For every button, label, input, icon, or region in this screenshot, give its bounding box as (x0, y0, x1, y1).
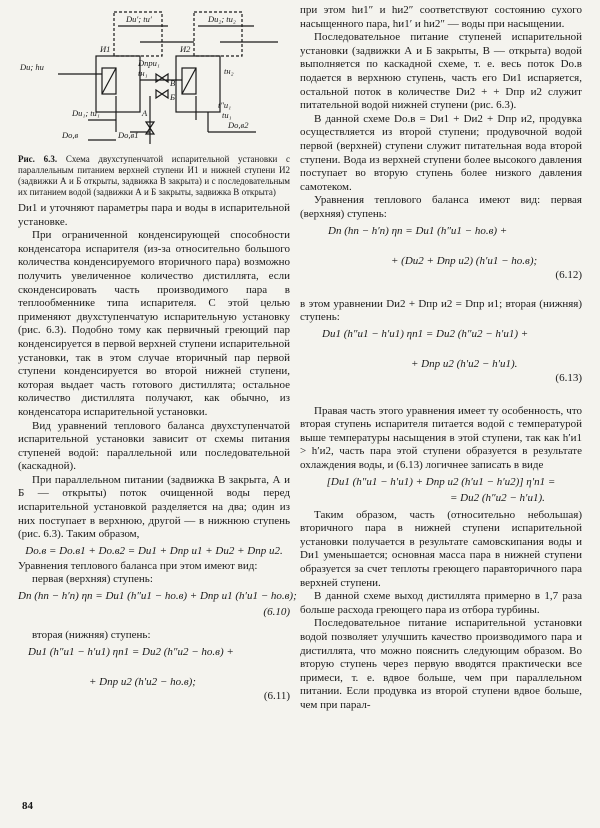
label-dob: Dо,в (62, 130, 79, 140)
equation-6-11-line-2 (78, 661, 290, 717)
label-th2: t″и₁ (218, 100, 232, 110)
equation-6-12-number: (6.12) (555, 268, 582, 281)
equation-flow: Dо.в = Dо.в1 + Dо.в2 = Dи1 + Dпр и1 + Dи2 + Dпр и2. (25, 544, 283, 557)
left-paragraph-1: Dи1 и уточняют параметры пара и воды в испарительной установке. (18, 202, 290, 228)
left-paragraph-2: При ограниченной конденсирующей способности конденсатора испарителя (из-за относительно большого количества конденсируемого вторичного пара) возможно получить увеличенное количество дистиллята, если сконденсировать часть производимого пара в теплообменнике типа испарителя. С этой целью применяют двухступенчатую испарительную установку (рис. 6.3). Подобно тому как первичный греющий пар конденсируется в первой верхней ступени испарительной установки, так в этом случае вторичный пар первой ступени конденсируется во второй нижней ступени, которая выдает часть готового дистиллята; остальное количество дистиллята получают, как обычно, из конденсатора испарительной установки. (18, 229, 290, 418)
left-paragraph-3: Вид уравнений теплового баланса двухступенчатой испарительной установки зависит от схемы питания ступеней водой: параллельной или последовательной (каскадной). (18, 419, 290, 473)
label-valve-b: Б (170, 92, 176, 102)
equation-6-12-line-1: Dп (hп − h′п) ηп = Dи1 (h″и1 − hо.в) + (328, 224, 508, 237)
label-dnpr: Dпри₁ (138, 58, 160, 68)
caption-label: Рис. 6.3. (18, 154, 58, 164)
figure-caption (18, 154, 290, 198)
equation-combined-line-2: = Dи2 (h″и2 − h′и1). (450, 491, 545, 504)
left-paragraph-4: При параллельном питании (задвижка В закрыта, А и Б — открыты) поток очищенной воды перед испарительной установкой разделяется на два; один из них поступает в верхнюю, другой — в нижнюю ступень (рис. 6.3). Таким образом, (18, 473, 290, 541)
label-tu1: tи₁ (222, 110, 232, 120)
label-dob1: Dо,в1 (118, 130, 139, 140)
valve-b-icon (156, 90, 168, 98)
label-top2: Dи₂; tи₂ (208, 14, 236, 24)
equation-6-11-line-1: Dи1 (h″и1 − h′и1) ηп1 = Dи2 (h″и2 − hо.в) + (28, 645, 234, 658)
right-paragraph-7: Таким образом, часть (относительно небольшая) вторичного пара в нижней ступени испарительной установки получается в результате самовскипания воды и Dи1 уменьшается; основная масса пара в нижней ступени образуется за счет теплоты греющего паравторичного пара верхней ступени. (300, 508, 582, 589)
valve-a-icon (156, 74, 168, 82)
upper-stage-label: первая (верхняя) ступень: (32, 573, 153, 586)
label-tn1: tн₁ (138, 68, 148, 78)
right-paragraph-1: при этом hи1″ и hи2″ соответствуют состоянию сухого насыщенного пара, hи1′ и hи2″ — воды при насыщении. (300, 4, 582, 30)
equation-6-11-body: + Dпр и2 (h′и2 − hо.в); (89, 675, 196, 688)
label-dob2: Dо,в2 (228, 120, 249, 130)
label-dw1: Dи₁; tи₁ (72, 108, 100, 118)
label-i1: И1 (100, 44, 111, 54)
equation-6-13-line-2 (400, 343, 582, 399)
right-paragraph-5: в этом уравнении Dи2 + Dпр и2 = Dпр и1; вторая (нижняя) ступень: (300, 297, 582, 324)
label-top1: Dи′; tи′ (126, 14, 152, 24)
label-valve-a: А (142, 108, 148, 118)
right-paragraph-4: Уравнения теплового баланса имеют вид: первая (верхняя) ступень: (300, 194, 582, 220)
label-input: Dи; hи (20, 62, 44, 72)
equation-6-13-number: (6.13) (555, 371, 582, 384)
right-paragraph-9: Последовательное питание испарительной установки водой позволяет улучшить качество производимого пара и дистиллята, что можно пояснить следующим образом. Во вторую ступень через первую вводятся практически все примеси, т. е. вдвое больше, чем при параллельном питании. Если продувка из второй ступени вдвое больше, чем при парал- (300, 617, 582, 711)
equation-6-13-body: + Dпр и2 (h′и2 − h′и1). (411, 357, 518, 370)
lower-stage-label: вторая (нижняя) ступень: (32, 629, 151, 642)
equation-6-13-line-1: Dи1 (h″и1 − h′и1) ηп1 = Dи2 (h″и2 − h′и1) + (322, 327, 529, 340)
equation-6-10: Dп (hп − h′п) ηп = Dи1 (h″и1 − hо.в) + Dпр и1 (h′и1 − hо.в); (18, 590, 297, 603)
equation-6-10-number: (6.10) (263, 606, 290, 619)
label-tn2: tн₂ (224, 66, 234, 76)
right-column (300, 0, 582, 713)
right-paragraph-6: Правая часть этого уравнения имеет ту особенность, что вторая ступень испарителя питается водой с температурой выше температуры насыщения в этой ступени, так как h′и1 > h′и2, часть пара этой ступени образуется в результате охлаждения воды, и (6.13) логичнее записать в виде (300, 404, 582, 472)
equation-6-12-line-2 (380, 240, 582, 296)
label-valve-v: В (170, 78, 176, 88)
left-paragraph-5: Уравнения теплового баланса при этом имеют вид: (18, 559, 258, 572)
caption-text: Схема двухступенчатой испарительной установки с параллельным питанием верхней ступени И1 и нижней ступени И2 (задвижки А и Б открыты, задвижка В закрыта) и с последовательным их питанием водой (задвижки А и Б закрыты, задвижка В открыта) (18, 154, 290, 197)
label-i2: И2 (180, 44, 191, 54)
left-column (18, 0, 297, 719)
page-number: 84 (22, 800, 33, 812)
equation-6-11-number: (6.11) (263, 689, 290, 702)
figure-6-3-diagram (18, 4, 290, 154)
evaporator-2-body (176, 56, 220, 112)
right-paragraph-8: В данной схеме выход дистиллята примерно в 1,7 раза больше расхода греющего пара из отбора турбины. (300, 590, 582, 616)
right-paragraph-3: В данной схеме Dо.в = Dи1 + Dи2 + Dпр и2, продувка осуществляется из второй ступени; продувочной водой первой (верхней) ступени служит питательная вода второй ступени. Вода из верхней ступени более высокого давления поступает во вторую ступень более низкого давления самотеком. (300, 112, 582, 193)
right-paragraph-2: Последовательное питание ступеней испарительной установки (задвижки А и Б закрыты, В — открыта) водой выполняется по каскадной схеме, т. е. весь поток Dо.в подается в верхнюю ступень, часть его Dи1 испаряется, остальной поток в количестве Dи2 + + Dпр и2 служит питательной водой нижней ступени (рис. 6.3). (300, 31, 582, 112)
equation-combined-line-1: [Dи1 (h″и1 − h′и1) + Dпр и2 (h′и1 − h′и2)] η′п1 = (326, 475, 556, 488)
equation-6-12-body: + (Dи2 + Dпр и2) (h′и1 − hо.в); (391, 254, 538, 267)
